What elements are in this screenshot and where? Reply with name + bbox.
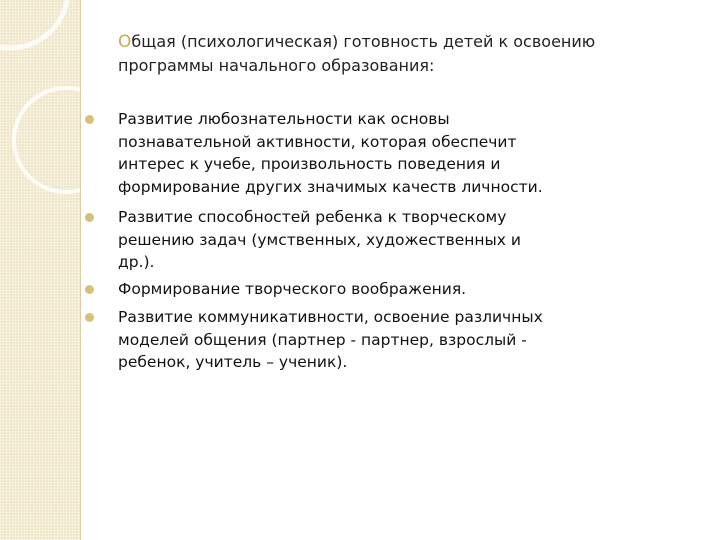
bullet-list bbox=[102, 108, 562, 381]
bullet-dot-icon bbox=[85, 285, 94, 294]
title-first-letter: О bbox=[118, 32, 132, 52]
bullet-item bbox=[102, 206, 562, 274]
bullet-text: Развитие любознательности как основы познавательной активности, которая обеспечит интерес к учебе, произвольность поведения и формирование других значимых качеств личности. bbox=[118, 110, 543, 196]
bullet-text: Развитие способностей ребенка к творческому решению задач (умственных, художественных и др.). bbox=[118, 208, 521, 271]
bullet-item bbox=[102, 278, 562, 301]
bullet-dot-icon bbox=[85, 313, 94, 322]
decorative-circles bbox=[0, 0, 80, 540]
decorative-side-strip bbox=[0, 0, 81, 540]
slide-title bbox=[118, 30, 658, 77]
bullet-item bbox=[102, 108, 562, 198]
bullet-dot-icon bbox=[85, 213, 94, 222]
title-text: бщая (психологическая) готовность детей к освоению программы начального образования: bbox=[118, 32, 596, 75]
bullet-item bbox=[102, 306, 562, 374]
bullet-dot-icon bbox=[85, 115, 94, 124]
bullet-text: Формирование творческого воображения. bbox=[118, 279, 467, 298]
bullet-text: Развитие коммуникативности, освоение различных моделей общения (партнер - партнер, взрослый - ребенок, учитель – ученик). bbox=[118, 308, 543, 371]
